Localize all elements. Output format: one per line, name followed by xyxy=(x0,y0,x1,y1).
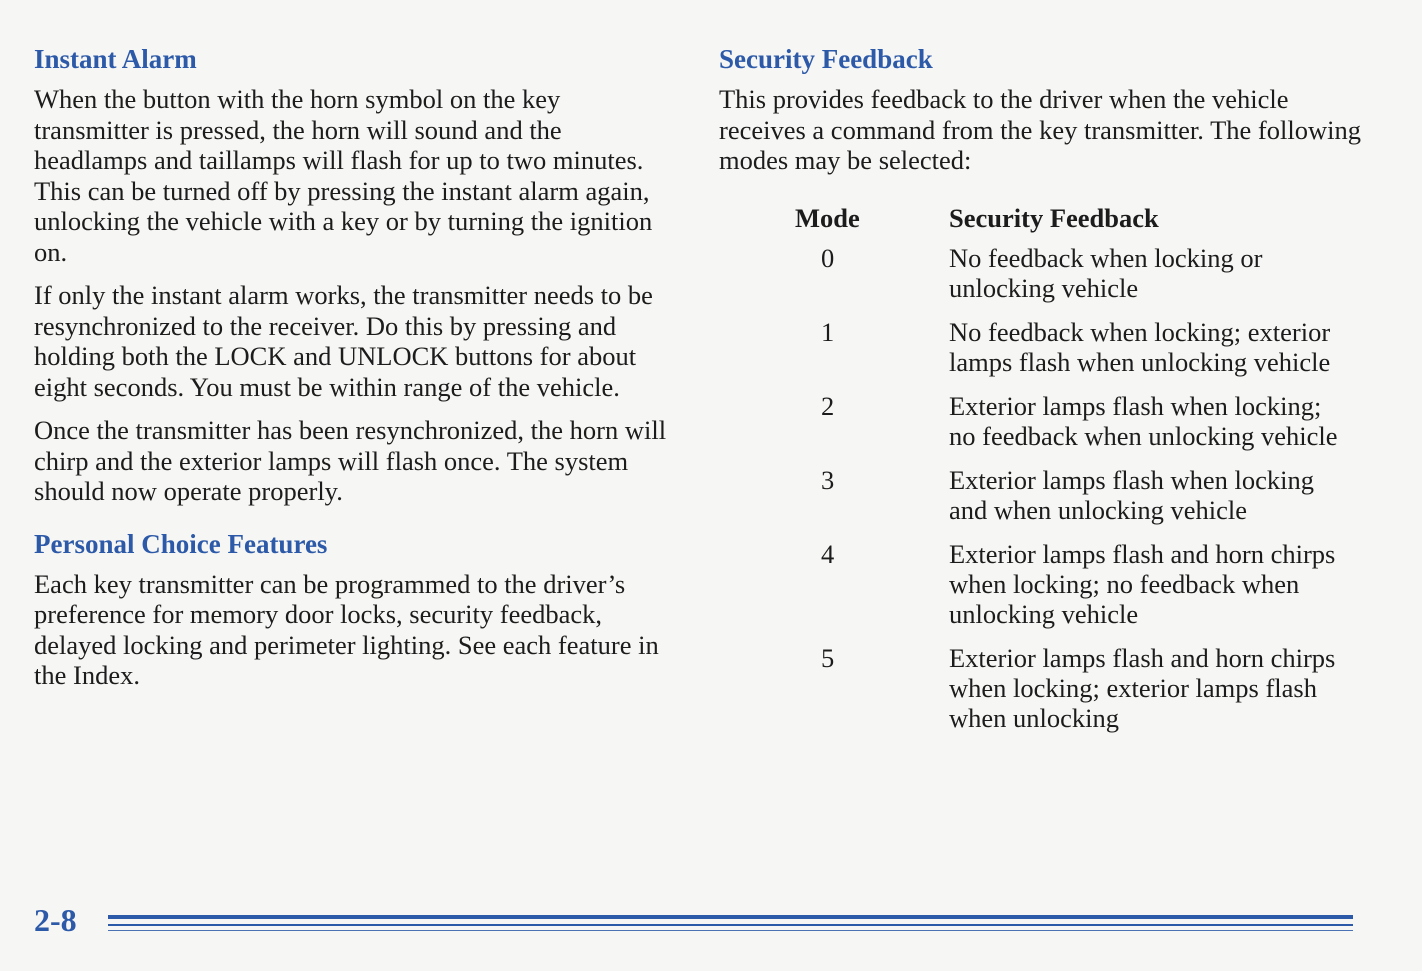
instant-alarm-paragraph-2: If only the instant alarm works, the transmitter needs to be resynchronized to the receiver. Do this by pressing and holding both the LOCK and UNLOCK buttons for about eight seconds. You must be within range of the vehicle. xyxy=(34,280,653,402)
mode-description: Exterior lamps flash when locking and when unlocking vehicle xyxy=(949,465,1315,525)
footer-rule-thick xyxy=(108,915,1353,919)
page-number: 2-8 xyxy=(34,902,77,938)
mode-column-header: Mode xyxy=(795,203,860,233)
mode-number: 5 xyxy=(821,643,835,673)
security-feedback-table xyxy=(719,199,1369,747)
mode-description: Exterior lamps flash and horn chirps when locking; exterior lamps flash when unlocking xyxy=(949,643,1336,733)
table-row xyxy=(719,317,1369,377)
mode-description: Exterior lamps flash when locking; no feedback when unlocking vehicle xyxy=(949,391,1338,451)
security-feedback-heading: Security Feedback xyxy=(719,44,933,74)
mode-number: 1 xyxy=(821,317,835,347)
feedback-column-header: Security Feedback xyxy=(949,203,1159,233)
left-column xyxy=(34,40,674,704)
mode-number: 4 xyxy=(821,539,835,569)
table-row xyxy=(719,391,1369,451)
table-row xyxy=(719,465,1369,525)
instant-alarm-heading: Instant Alarm xyxy=(34,44,197,74)
personal-choice-paragraph: Each key transmitter can be programmed to the driver’s preference for memory door locks, security feedback, delayed locking and perimeter lighting. See each feature in the Index. xyxy=(34,568,659,690)
right-column xyxy=(719,40,1369,189)
instant-alarm-paragraph-1: When the button with the horn symbol on the key transmitter is pressed, the horn will sound and the headlamps and taillamps will flash for up to two minutes. This can be turned off by pressing the instant alarm again, unlocking the vehicle with a key or by turning the ignition on. xyxy=(34,84,653,267)
instant-alarm-paragraph-3: Once the transmitter has been resynchronized, the horn will chirp and the exterior lamps will flash once. The system should now operate properly. xyxy=(34,415,667,506)
mode-description: No feedback when locking; exterior lamps flash when unlocking vehicle xyxy=(949,317,1331,377)
mode-number: 0 xyxy=(821,243,835,273)
table-header-row xyxy=(719,199,1369,237)
table-row xyxy=(719,243,1369,303)
mode-number: 2 xyxy=(821,391,835,421)
personal-choice-heading: Personal Choice Features xyxy=(34,528,328,559)
footer-rule-thin xyxy=(108,930,1353,931)
table-row xyxy=(719,643,1369,733)
mode-number: 3 xyxy=(821,465,835,495)
mode-description: Exterior lamps flash and horn chirps when locking; no feedback when unlocking vehicle xyxy=(949,539,1336,629)
mode-description: No feedback when locking or unlocking vehicle xyxy=(949,243,1263,303)
footer-rule-thin xyxy=(108,924,1353,926)
table-row xyxy=(719,539,1369,629)
security-feedback-intro: This provides feedback to the driver when the vehicle receives a command from the key transmitter. The following modes may be selected: xyxy=(719,84,1361,175)
